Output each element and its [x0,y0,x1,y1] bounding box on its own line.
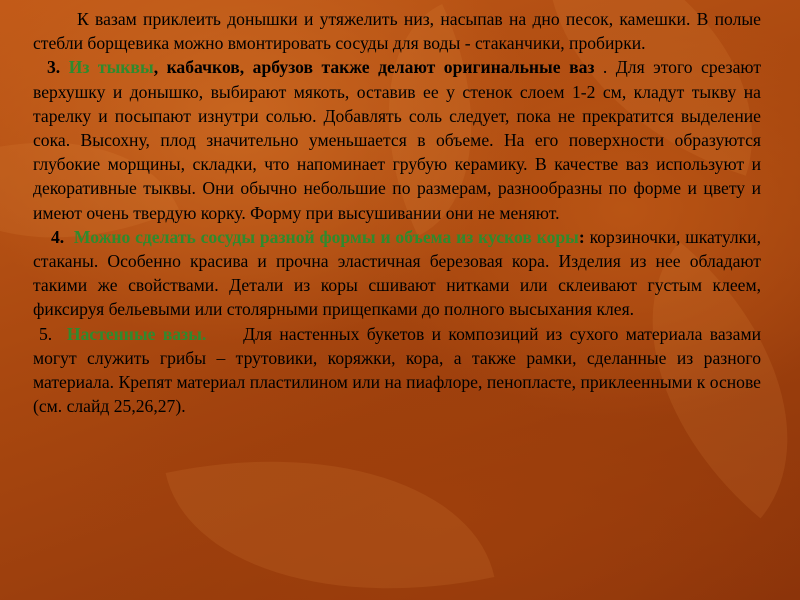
paragraph-text: корзиночки, шкатулки, стаканы. Особенно красива и прочна эластичная березовая кора. Изделия из нее обладают такими же свойствами. Детали из коры сшивают нитками или склеивают густым клеем, фиксируя бельевыми или столярными прищепками до полного высыхания клея. [33,226,761,320]
slide-text-body [33,7,761,418]
paragraph-text: . Для этого срезают верхушку и донышко, выбирают мякоть, оставив ее у стенок слоем 1-2 см, кладут тыкву на тарелку и посыпают изнутри солью. Добавлять соль следует, пока не прекратится выделение сока. Высохну, плод значительно уменьшается в объеме. На его поверхности образуются глубокие морщины, складки, что напоминает грубую керамику. В качестве ваз используют и декоративные тыквы. Они обычно небольшие по размерам, разнообразны по форме и цвету и имеют очень твердую корку. Форму при высушивании они не меняют. [33,57,762,223]
highlighted-heading: Настенные вазы. [66,323,207,344]
paragraph-bark [33,225,761,322]
bold-heading-rest: , кабачков, арбузов также делают оригинальные ваз [153,57,595,78]
background-leaf-shape [166,411,495,600]
item-number: 3. [47,57,61,78]
highlighted-heading: Из тыквы [68,57,154,78]
heading-colon: : [578,226,585,247]
paragraph-text: К вазам приклеить донышки и утяжелить низ, насыпав на дно песок, камешки. В полые стебли борщевика можно вмонтировать сосуды для воды - стаканчики, пробирки. [33,9,761,54]
paragraph-intro [33,7,761,55]
item-number: 4. [51,226,65,247]
item-number: 5. [39,323,53,344]
paragraph-text: Для настенных букетов и композиций из сухого материала вазами могут служить грибы – трутовики, коряжки, кора, а также рамки, сделанные из разного материала. Крепят материал пластилином или на пиафлоре, пенопласте, приклеенными к основе (см. слайд 25,26,27). [33,323,761,417]
highlighted-heading: Можно сделать сосуды разной формы и объема из кусков коры [73,226,579,247]
paragraph-pumpkin [33,55,761,224]
paragraph-wall-vases [33,322,761,419]
